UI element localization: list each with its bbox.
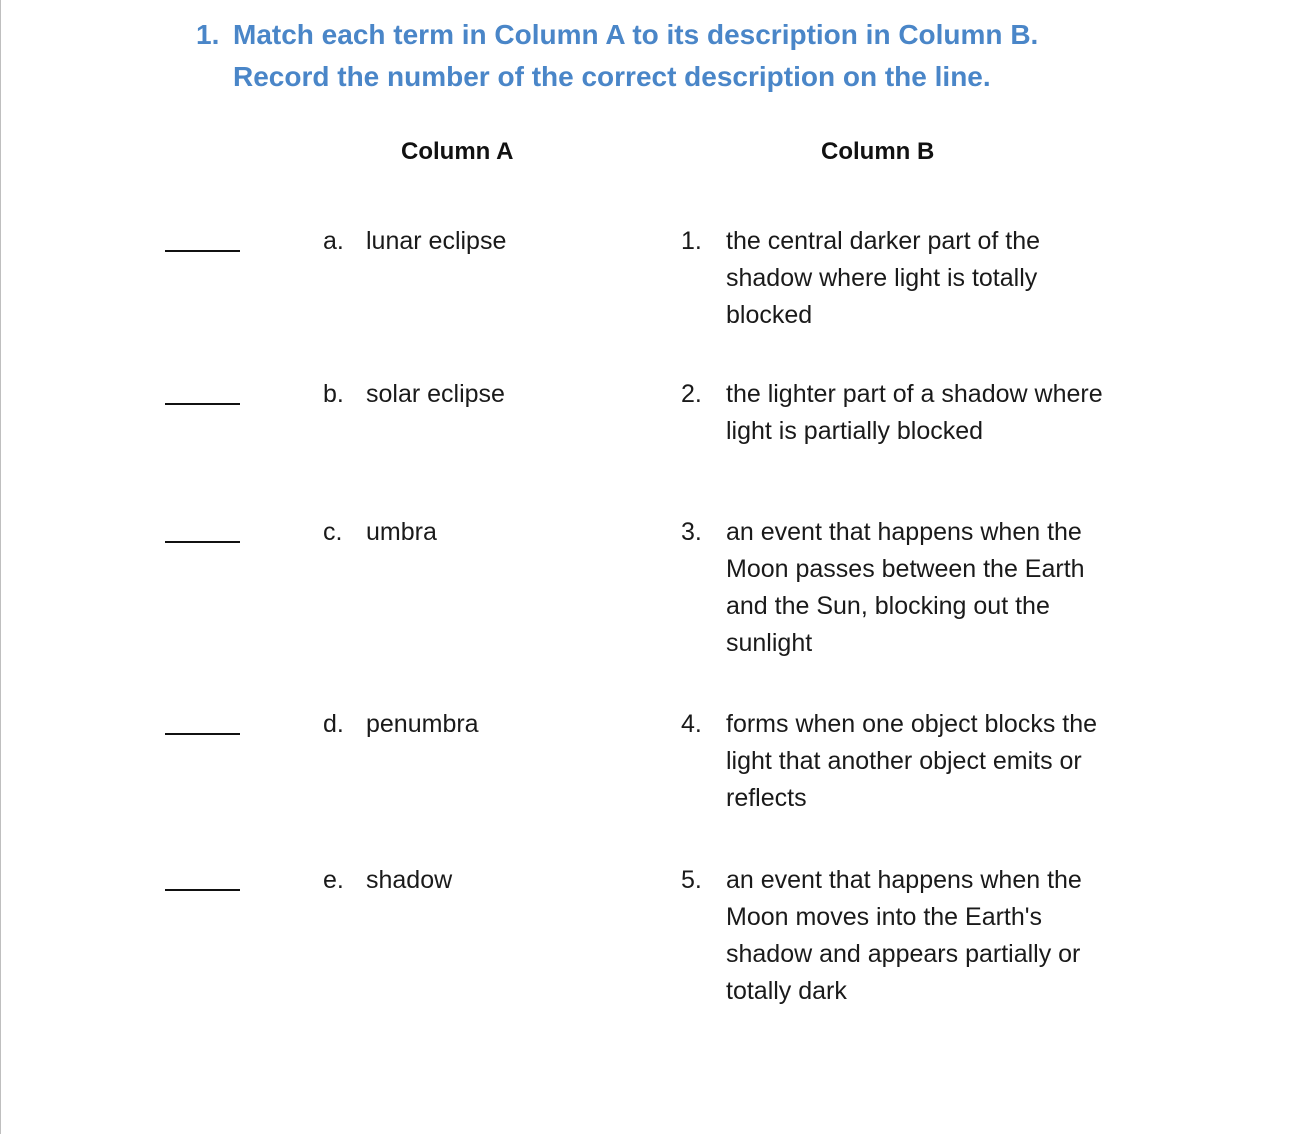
term-letter: c.	[323, 518, 343, 546]
term-text: lunar eclipse	[366, 227, 507, 255]
term-text: umbra	[366, 518, 437, 546]
instruction-line-2: Record the number of the correct description on the line.	[233, 61, 991, 92]
question-number: 1.	[196, 19, 220, 50]
term-text: solar eclipse	[366, 380, 505, 408]
description-text: the lighter part of a shadow where light is partially blocked	[726, 380, 1103, 445]
term-letter: a.	[323, 227, 344, 255]
answer-blank-e[interactable]	[165, 865, 240, 891]
answer-blank-c[interactable]	[165, 517, 240, 543]
description-number: 1.	[681, 227, 702, 255]
description-number: 3.	[681, 518, 702, 546]
term-text: shadow	[366, 866, 453, 894]
term-text: penumbra	[366, 710, 479, 738]
description-text: an event that happens when the Moon moves into the Earth's shadow and appears partially or totally dark	[726, 866, 1082, 1005]
term-letter: e.	[323, 866, 344, 894]
description-text: the central darker part of the shadow where light is totally blocked	[726, 227, 1041, 329]
answer-blank-b[interactable]	[165, 379, 240, 405]
description-text: forms when one object blocks the light that another object emits or reflects	[726, 710, 1098, 812]
answer-blank-d[interactable]	[165, 709, 240, 735]
column-a-heading: Column A	[401, 138, 514, 165]
description-number: 4.	[681, 710, 702, 738]
description-number: 2.	[681, 380, 702, 408]
instruction-line-1: Match each term in Column A to its description in Column B.	[233, 19, 1039, 50]
answer-blank-a[interactable]	[165, 226, 240, 252]
question-instructions	[196, 14, 1136, 98]
description-text: an event that happens when the Moon passes between the Earth and the Sun, blocking out the sunlight	[726, 518, 1085, 657]
page-left-border	[0, 0, 1, 1134]
term-letter: b.	[323, 380, 344, 408]
description-number: 5.	[681, 866, 702, 894]
column-b-heading: Column B	[821, 138, 935, 165]
term-letter: d.	[323, 710, 344, 738]
